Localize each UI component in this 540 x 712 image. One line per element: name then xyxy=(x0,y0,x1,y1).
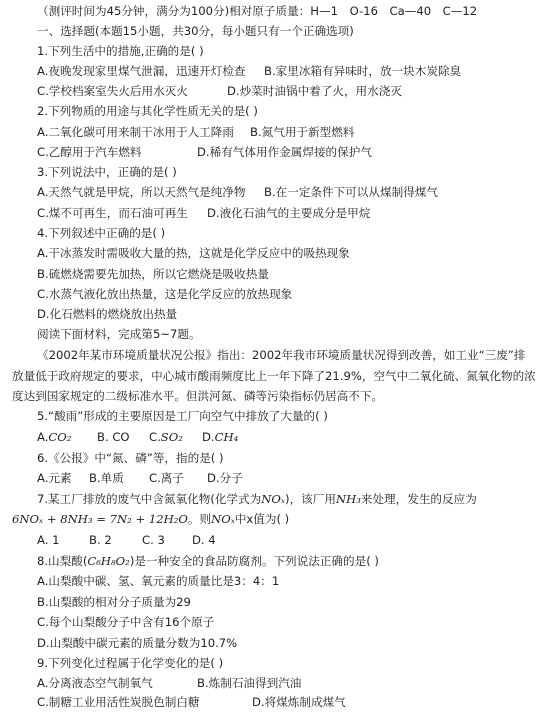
q7-option-a: A. 1 xyxy=(37,533,60,547)
q8-option-c: C.每个山梨酸分子中含有16个原子 xyxy=(37,615,215,629)
q7-option-b: B. 2 xyxy=(89,533,112,547)
q7-option-c: C. 3 xyxy=(142,533,165,547)
q4-option-a: A.干冰蒸发时需吸收大量的热，这就是化学反应中的吸热现象 xyxy=(37,246,350,260)
q5-options xyxy=(37,427,238,447)
q1-option-a: A.夜晚发现家里煤气泄漏，迅速开灯检查 xyxy=(37,64,246,78)
q6-option-b: B.单质 xyxy=(89,471,124,485)
q5-option-a: A.CO₂ xyxy=(37,430,72,444)
q3-options-row1 xyxy=(37,182,438,202)
q2-option-c: C.乙醇用于汽车燃料 xyxy=(37,145,142,159)
q9-options-row2 xyxy=(37,692,346,712)
nh3-formula: NH₃ xyxy=(335,492,361,506)
q9-option-d: D.将煤炼制成煤气 xyxy=(252,695,346,709)
q2-options-row1 xyxy=(37,122,354,142)
passage-line: 放量低于政府规定的要求，中心城市酸雨频度比上一年下降了21.9%，空气中二氧化硫、氮氧化物的浓 xyxy=(12,369,536,383)
q7-option-d: D. 4 xyxy=(192,533,216,547)
sorbic-acid-formula: C₆H₈O₂ xyxy=(87,554,130,568)
q3-option-c: C.煤不可再生，而石油可再生 xyxy=(37,206,188,220)
q6-option-a: A.元素 xyxy=(37,471,72,485)
q1-option-b: B.家里冰箱有异味时，放一块木炭除臭 xyxy=(264,64,462,78)
q8-option-b: B.山梨酸的相对分子质量为29 xyxy=(37,595,191,609)
q9-options-row1 xyxy=(37,673,301,693)
co2-formula: CO₂ xyxy=(48,430,72,444)
passage-line: 《2002年某市环境质量状况公报》指出：2002年我市环境质量状况得到改善，如工业“三废”排 xyxy=(37,348,526,362)
q2-options-row2 xyxy=(37,142,372,162)
q4-option-b: B.硫燃烧需要先加热，所以它燃烧是吸收热量 xyxy=(37,267,269,281)
q3-option-b: B.在一定条件下可以从煤制得煤气 xyxy=(264,185,438,199)
q2-option-b: B.氮气用于新型燃料 xyxy=(250,125,355,139)
reading-intro: 阅读下面材料，完成第5~7题。 xyxy=(37,327,201,341)
q2-option-a: A.二氧化碳可用来制干冰用于人工降雨 xyxy=(37,125,234,139)
reaction-equation: 6NOₓ + 8NH₃ = 7N₂ + 12H₂O xyxy=(12,512,188,526)
header-line: （测评时间为45分钟，满分为100分)相对原子质量：H—1 O-16 Ca—40 C—12 xyxy=(37,4,478,18)
q7-stem: 7.某工厂排放的废气中含氮氧化物(化学式为NOₓ)，该厂用NH₃来处理，发生的反应为 xyxy=(37,492,477,506)
q9-stem: 9.下列变化过程属于化学变化的是( ) xyxy=(37,656,224,670)
q5-option-d: D.CH₄ xyxy=(202,430,239,444)
q1-option-d: D.炒菜时油锅中着了火，用水浇灭 xyxy=(227,84,402,98)
q5-option-b: B. CO xyxy=(97,430,130,444)
q9-option-c: C.制糖工业用活性炭脱色制白糖 xyxy=(37,695,200,709)
q2-option-d: D.稀有气体用作金属焊接的保护气 xyxy=(197,145,372,159)
nox-formula: NOₓ xyxy=(261,492,286,506)
passage-line: 度达到国家规定的二级标准水平。但洪河氮、磷等污染指标仍居高不下。 xyxy=(12,389,384,403)
q6-stem: 6.《公报》中“氮、磷”等，指的是( ) xyxy=(37,451,224,465)
q5-stem: 5.“酸雨”形成的主要原因是工厂向空气中排放了大量的( ) xyxy=(37,409,328,423)
q1-options-row2 xyxy=(37,81,402,101)
q9-option-a: A.分离液态空气制氧气 xyxy=(37,676,153,690)
q7-options xyxy=(37,530,216,550)
q5-option-c: C.SO₂ xyxy=(149,430,183,444)
q1-options-row1 xyxy=(37,61,461,81)
q3-option-a: A.天然气就是甲烷，所以天然气是纯净物 xyxy=(37,185,246,199)
nox-formula: NOₓ xyxy=(211,512,235,526)
ch4-formula: CH₄ xyxy=(214,430,239,444)
q6-option-c: C.离子 xyxy=(149,471,184,485)
q4-stem: 4.下列叙述中正确的是( ) xyxy=(37,226,166,240)
q3-options-row2 xyxy=(37,203,370,223)
q3-option-d: D.液化石油气的主要成分是甲烷 xyxy=(207,206,371,220)
q6-options xyxy=(37,468,243,488)
q8-option-d: D.山梨酸中碳元素的质量分数为10.7% xyxy=(37,636,238,650)
q8-stem: 8.山梨酸(C₆H₈O₂)是一种安全的食品防腐剂。下列说法正确的是( ) xyxy=(37,554,379,568)
q7-equation-line: 6NOₓ + 8NH₃ = 7N₂ + 12H₂O。则NOₓ中x值为( ) xyxy=(12,512,290,526)
q4-option-d: D.化石燃料的燃烧放出热量 xyxy=(37,307,178,321)
section-title: 一、选择题(本题15小题，共30分，每小题只有一个正确选项) xyxy=(37,24,354,38)
q9-option-b: B.炼制石油得到汽油 xyxy=(197,676,302,690)
q4-option-c: C.水蒸气液化放出热量，这是化学反应的放热现象 xyxy=(37,287,293,301)
q1-stem: 1.下列生活中的措施,正确的是( ) xyxy=(37,44,204,58)
q3-stem: 3.下列说法中，正确的是( ) xyxy=(37,165,177,179)
q6-option-d: D.分子 xyxy=(207,471,243,485)
q1-option-c: C.学校档案室失火后用水灭火 xyxy=(37,84,188,98)
q8-option-a: A.山梨酸中碳、氢、氧元素的质量比是3：4：1 xyxy=(37,574,280,588)
q2-stem: 2.下列物质的用途与其化学性质无关的是( ) xyxy=(37,104,258,118)
so2-formula: SO₂ xyxy=(160,430,183,444)
